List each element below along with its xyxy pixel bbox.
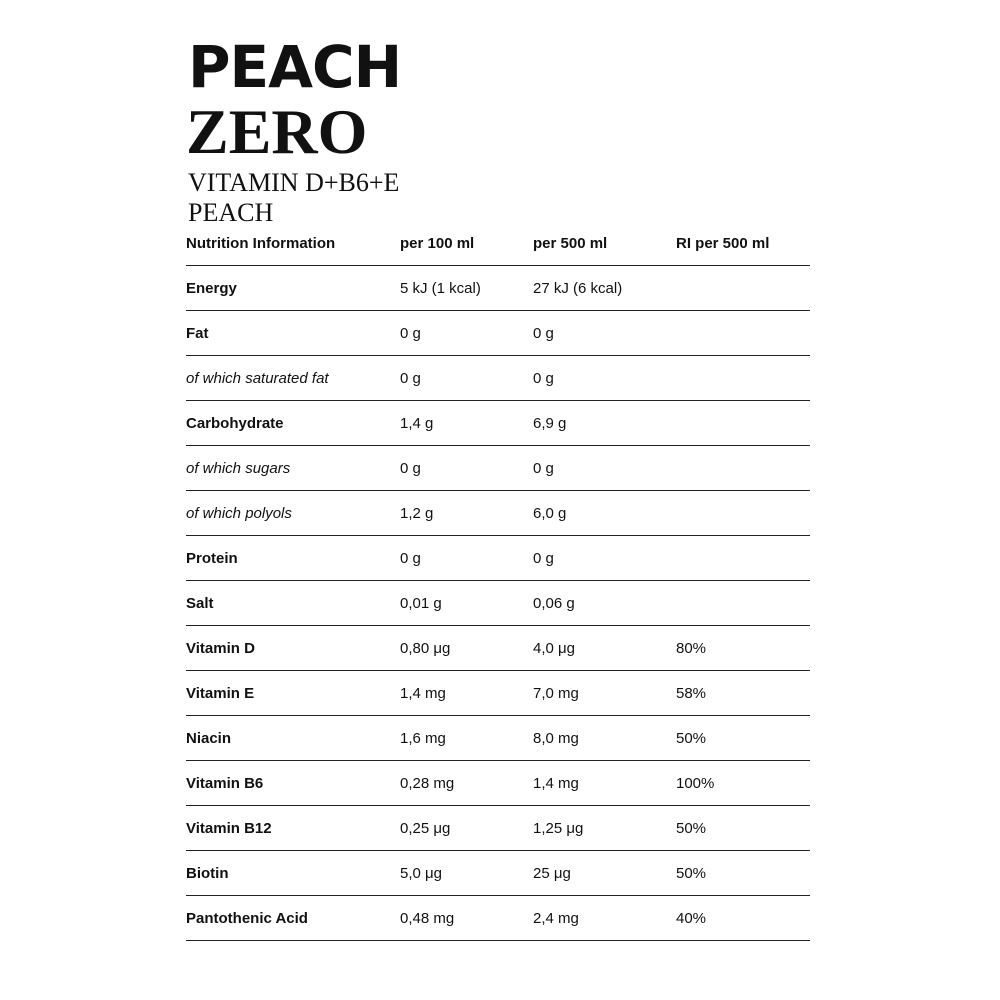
value-ri xyxy=(676,266,810,311)
value-per-100ml: 0,25 μg xyxy=(400,806,533,851)
value-per-500ml: 7,0 mg xyxy=(533,671,676,716)
value-per-500ml: 6,0 g xyxy=(533,491,676,536)
value-per-100ml: 0,48 mg xyxy=(400,896,533,941)
table-row xyxy=(186,716,810,761)
nutrition-table xyxy=(186,221,810,941)
nutrient-name: of which saturated fat xyxy=(186,356,400,401)
header-nutrition-information: Nutrition Information xyxy=(186,221,400,266)
value-per-500ml: 2,4 mg xyxy=(533,896,676,941)
value-per-100ml: 0 g xyxy=(400,446,533,491)
value-per-500ml: 27 kJ (6 kcal) xyxy=(533,266,676,311)
header-per-100ml: per 100 ml xyxy=(400,221,533,266)
value-ri: 80% xyxy=(676,626,810,671)
value-per-100ml: 5,0 μg xyxy=(400,851,533,896)
value-per-500ml: 0 g xyxy=(533,356,676,401)
variant-title: ZERO xyxy=(186,96,368,167)
table-row xyxy=(186,401,810,446)
value-per-100ml: 1,6 mg xyxy=(400,716,533,761)
nutrient-name: of which sugars xyxy=(186,446,400,491)
nutrient-name: Protein xyxy=(186,536,400,581)
value-per-500ml: 1,25 μg xyxy=(533,806,676,851)
nutrient-name: of which polyols xyxy=(186,491,400,536)
value-per-500ml: 0,06 g xyxy=(533,581,676,626)
table-row xyxy=(186,671,810,716)
value-per-500ml: 25 μg xyxy=(533,851,676,896)
table-row xyxy=(186,536,810,581)
value-per-100ml: 0 g xyxy=(400,536,533,581)
value-per-500ml: 0 g xyxy=(533,311,676,356)
value-ri xyxy=(676,536,810,581)
nutrient-name: Salt xyxy=(186,581,400,626)
value-ri xyxy=(676,401,810,446)
nutrient-name: Carbohydrate xyxy=(186,401,400,446)
value-per-500ml: 4,0 μg xyxy=(533,626,676,671)
table-row xyxy=(186,851,810,896)
nutrient-name: Vitamin E xyxy=(186,671,400,716)
table-row xyxy=(186,266,810,311)
value-per-500ml: 8,0 mg xyxy=(533,716,676,761)
table-row xyxy=(186,356,810,401)
value-per-100ml: 0,80 μg xyxy=(400,626,533,671)
nutrient-name: Fat xyxy=(186,311,400,356)
table-row xyxy=(186,311,810,356)
value-ri: 100% xyxy=(676,761,810,806)
nutrition-table-body xyxy=(186,266,810,941)
nutrient-name: Niacin xyxy=(186,716,400,761)
subtitle-vitamins: VITAMIN D+B6+E xyxy=(188,168,400,197)
table-row xyxy=(186,581,810,626)
nutrient-name: Vitamin B6 xyxy=(186,761,400,806)
value-per-100ml: 0 g xyxy=(400,311,533,356)
value-ri xyxy=(676,311,810,356)
value-per-100ml: 1,2 g xyxy=(400,491,533,536)
value-per-100ml: 0 g xyxy=(400,356,533,401)
value-ri xyxy=(676,356,810,401)
value-per-500ml: 1,4 mg xyxy=(533,761,676,806)
table-row xyxy=(186,896,810,941)
value-ri: 50% xyxy=(676,716,810,761)
value-ri: 40% xyxy=(676,896,810,941)
value-ri: 58% xyxy=(676,671,810,716)
header-ri-per-500ml: RI per 500 ml xyxy=(676,221,810,266)
value-per-100ml: 5 kJ (1 kcal) xyxy=(400,266,533,311)
value-per-500ml: 0 g xyxy=(533,536,676,581)
brand-title: PEACH xyxy=(188,33,402,101)
value-ri: 50% xyxy=(676,851,810,896)
value-ri: 50% xyxy=(676,806,810,851)
table-row xyxy=(186,626,810,671)
value-ri xyxy=(676,446,810,491)
table-row xyxy=(186,761,810,806)
value-ri xyxy=(676,491,810,536)
value-per-100ml: 0,01 g xyxy=(400,581,533,626)
nutrient-name: Biotin xyxy=(186,851,400,896)
value-per-100ml: 1,4 mg xyxy=(400,671,533,716)
table-row xyxy=(186,446,810,491)
table-header-row xyxy=(186,221,810,266)
table-row xyxy=(186,491,810,536)
nutrient-name: Vitamin B12 xyxy=(186,806,400,851)
header-per-500ml: per 500 ml xyxy=(533,221,676,266)
value-per-100ml: 0,28 mg xyxy=(400,761,533,806)
subtitle-flavor: PEACH xyxy=(188,198,274,227)
nutrient-name: Pantothenic Acid xyxy=(186,896,400,941)
value-per-500ml: 6,9 g xyxy=(533,401,676,446)
value-per-500ml: 0 g xyxy=(533,446,676,491)
value-per-100ml: 1,4 g xyxy=(400,401,533,446)
nutrient-name: Vitamin D xyxy=(186,626,400,671)
nutrient-name: Energy xyxy=(186,266,400,311)
table-row xyxy=(186,806,810,851)
value-ri xyxy=(676,581,810,626)
